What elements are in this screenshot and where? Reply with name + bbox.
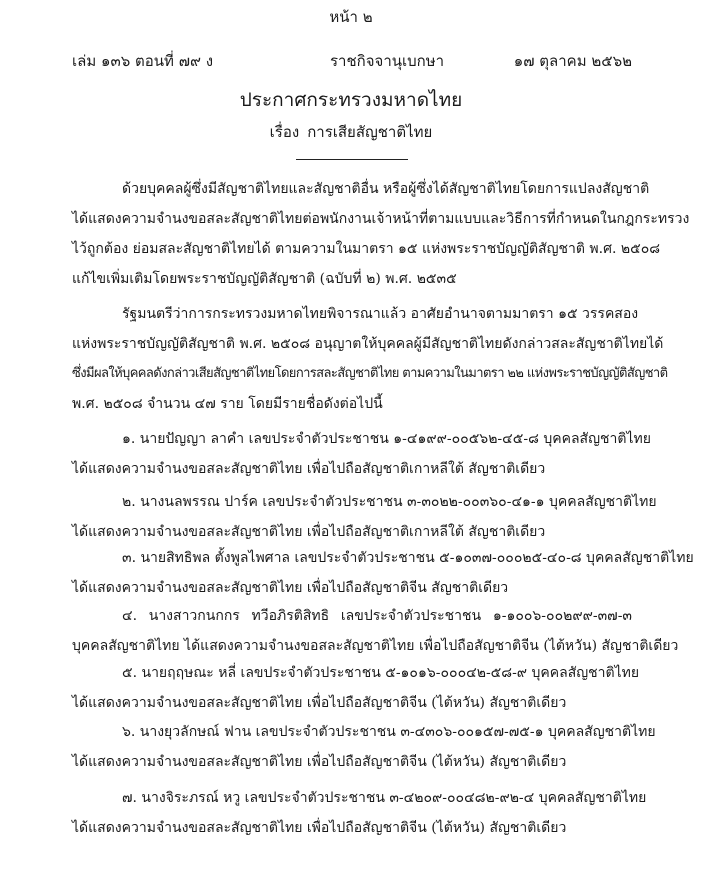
list-item-continuation: ได้แสดงความจำนงขอสละสัญชาติไทย เพื่อไปถือสัญชาติจีน สัญชาติเดียว	[72, 580, 509, 596]
body-line: ไว้ถูกต้อง ย่อมสละสัญชาติไทยได้ ตามความในมาตรา ๑๕ แห่งพระราชบัญญัติสัญชาติ พ.ศ. ๒๕๐๘	[72, 241, 661, 257]
gazette-header	[72, 50, 632, 72]
list-item-continuation: ได้แสดงความจำนงขอสละสัญชาติไทย เพื่อไปถือสัญชาติจีน (ไต้หวัน) สัญชาติเดียว	[72, 695, 567, 711]
list-item: ๑. นายปัญญา ลาคำ เลขประจำตัวประชาชน ๑-๔๑๙๙-๐๐๕๖๒-๔๕-๘ บุคคลสัญชาติไทย	[122, 431, 651, 447]
body-line: รัฐมนตรีว่าการกระทรวงมหาดไทยพิจารณาแล้ว อาศัยอำนาจตามมาตรา ๑๕ วรรคสอง	[122, 306, 639, 322]
body-line: ได้แสดงความจำนงขอสละสัญชาติไทยต่อพนักงานเจ้าหน้าที่ตามแบบและวิธีการที่กำหนดในกฎกระทรวง	[72, 211, 690, 227]
list-item-continuation: บุคคลสัญชาติไทย ได้แสดงความจำนงขอสละสัญชาติไทย เพื่อไปถือสัญชาติจีน (ไต้หวัน) สัญชาติเดียว	[72, 638, 679, 654]
title-divider	[296, 159, 408, 160]
list-item: ๔. นางสาวกนกกร ทวีอภิรติสิทธิ เลขประจำตัวประชาชน ๑-๑๐๐๖-๐๐๒๙๙-๓๗-๓	[122, 608, 632, 624]
body-line: ด้วยบุคคลผู้ซึ่งมีสัญชาติไทยและสัญชาติอื่น หรือผู้ซึ่งได้สัญชาติไทยโดยการแปลงสัญชาติ	[122, 181, 650, 197]
body-line: ซึ่งมีผลให้บุคคลดังกล่าวเสียสัญชาติไทยโดยการสละสัญชาติไทย ตามความในมาตรา ๒๒ แห่งพระราชบัญญัติสัญชาติ	[72, 366, 668, 381]
announcement-title: ประกาศกระทรวงมหาดไทย	[239, 89, 463, 111]
list-item-continuation: ได้แสดงความจำนงขอสละสัญชาติไทย เพื่อไปถือสัญชาติจีน (ไต้หวัน) สัญชาติเดียว	[72, 754, 567, 770]
list-item-continuation: ได้แสดงความจำนงขอสละสัญชาติไทย เพื่อไปถือสัญชาติจีน (ไต้หวัน) สัญชาติเดียว	[72, 820, 567, 836]
announcement-subject	[0, 121, 702, 143]
list-item: ๗. นางจิระภรณ์ หวู เลขประจำตัวประชาชน ๓-๔๒๐๙-๐๐๔๘๒-๙๒-๔ บุคคลสัญชาติไทย	[122, 790, 647, 806]
page-number: หน้า ๒	[329, 8, 373, 26]
list-item-continuation: ได้แสดงความจำนงขอสละสัญชาติไทย เพื่อไปถือสัญชาติเกาหลีใต้ สัญชาติเดียว	[72, 461, 546, 477]
subject-label: เรื่อง	[269, 123, 300, 141]
body-line: แห่งพระราชบัญญัติสัญชาติ พ.ศ. ๒๕๐๘ อนุญาตให้บุคคลผู้มีสัญชาติไทยดังกล่าวสละสัญชาติไทยได้	[72, 336, 664, 352]
list-item-continuation: ได้แสดงความจำนงขอสละสัญชาติไทย เพื่อไปถือสัญชาติเกาหลีใต้ สัญชาติเดียว	[72, 524, 546, 540]
publication-name: ราชกิจจานุเบกษา	[330, 52, 445, 70]
list-item: ๖. นางยุวลักษณ์ ฟาน เลขประจำตัวประชาชน ๓-๔๓๐๖-๐๐๑๕๗-๗๕-๑ บุคคลสัญชาติไทย	[122, 724, 656, 740]
body-line: พ.ศ. ๒๕๐๘ จำนวน ๔๗ ราย โดยมีรายชื่อดังต่อไปนี้	[72, 396, 383, 412]
volume-issue: เล่ม ๑๓๖ ตอนที่ ๗๙ ง	[72, 52, 214, 70]
list-item: ๕. นายฤฤษณะ หลี่ เลขประจำตัวประชาชน ๕-๑๐๑๖-๐๐๐๔๒-๕๘-๙ บุคคลสัญชาติไทย	[122, 665, 640, 681]
publication-date: ๑๗ ตุลาคม ๒๕๖๒	[513, 52, 632, 70]
body-line: แก้ไขเพิ่มเติมโดยพระราชบัญญัติสัญชาติ (ฉบับที่ ๒) พ.ศ. ๒๕๓๕	[72, 271, 457, 287]
subject-text: การเสียสัญชาติไทย	[307, 123, 433, 141]
list-item: ๒. นางนลพรรณ ปาร์ค เลขประจำตัวประชาชน ๓-๓๐๒๒-๐๐๓๖๐-๔๑-๑ บุคคลสัญชาติไทย	[122, 494, 657, 510]
list-item: ๓. นายสิทธิพล ตั้งพูลไพศาล เลขประจำตัวประชาชน ๕-๑๐๓๗-๐๐๐๒๕-๔๐-๘ บุคคลสัญชาติไทย	[122, 550, 694, 566]
